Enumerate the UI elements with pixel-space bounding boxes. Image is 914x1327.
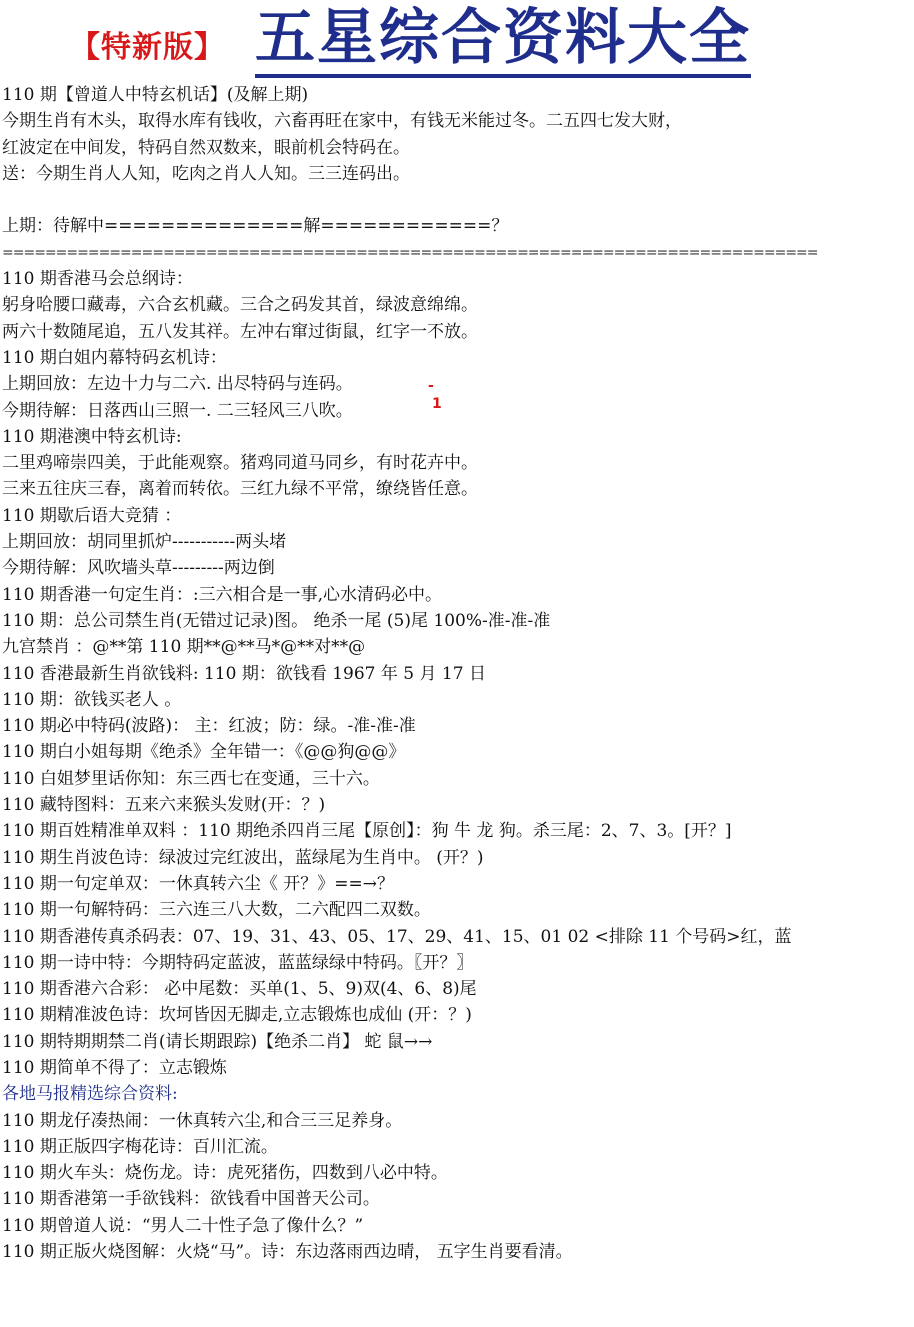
text-line: 上期：待解中==============解============？	[2, 216, 509, 237]
text-line: 今期待解：日落西山三照一. 二三轻风三八吹。	[2, 400, 353, 421]
text-line: 两六十数随尾追，五八发其祥。左冲右窜过街鼠，红字一不放。	[2, 321, 478, 342]
text-line: 110 期一句解特码：三六连三八大数，二六配四二双数。	[2, 900, 431, 921]
text-line: 110 期白姐内幕特码玄机诗：	[2, 347, 227, 368]
text-line: 110 期一诗中特：今期特码定蓝波，蓝蓝绿绿中特码。〖开？〗	[2, 952, 474, 973]
page-header	[0, 0, 914, 86]
text-line: 110 期白小姐每期《绝杀》全年错一：《@@狗@@》	[2, 742, 406, 763]
text-line: 九宫禁肖 ：@**第 110 期**@**马*@**对**@	[2, 637, 366, 658]
text-line: 110 期正版火烧图解：火烧“马”。诗：东边落雨西边晴， 五字生肖要看清。	[2, 1242, 573, 1263]
text-line: 今期待解：风吹墙头草---------两边倒	[2, 558, 275, 579]
text-line: 110 期百姓精准单双料 ：110 期绝杀四肖三尾【原创】：狗 牛 龙 狗。杀三尾：2、7、3。[开？]	[2, 821, 732, 842]
text-line: 110 藏特图料：五来六来猴头发财(开：？)	[2, 795, 326, 816]
text-line: 110 期生肖波色诗：绿波过完红波出，蓝绿尾为生肖中。 (开？)	[2, 847, 484, 868]
text-line: 上期回放：左边十力与二六. 出尽特码与连码。	[2, 374, 353, 395]
text-line: 110 期香港第一手欲钱料：欲钱看中国普天公司。	[2, 1189, 380, 1210]
text-line: 110 期歇后语大竞猜 ：	[2, 505, 182, 526]
text-line: 二里鸡啼崇四美，于此能观察。猪鸡同道马同乡，有时花卉中。	[2, 453, 478, 474]
text-line: 送：今期生肖人人知，吃肉之肖人人知。三三连码出。	[2, 163, 410, 184]
edition-badge: 【特新版】	[70, 30, 225, 65]
text-line: 三来五往庆三春，离着而转依。三红九绿不平常，缭绕皆任意。	[2, 479, 478, 500]
text-line: 110 期港澳中特玄机诗:	[2, 426, 182, 447]
text-line: 110 期香港传真杀码表：07、19、31、43、05、17、29、41、15、01 02 <排除 11 个号码>红，蓝	[2, 926, 792, 947]
text-line: 110 期香港六合彩： 必中尾数：买单(1、5、9)双(4、6、8)尾	[2, 979, 477, 1000]
text-line: 110 期必中特码(波路)： 主：红波；防：绿。-准-准-准	[2, 716, 416, 737]
text-line: 110 期一句定单双：一休真转六尘《 开？》==→？	[2, 873, 394, 894]
text-line: 上期回放：胡同里抓炉-----------两头堵	[2, 532, 287, 553]
text-line: 红波定在中间发，特码自然双数来，眼前机会特码在。	[2, 137, 410, 158]
page-title: 五星综合资料大全	[255, 4, 751, 78]
text-line: 躬身哈腰口藏毒，六合玄机藏。三合之码发其首，绿波意绵绵。	[2, 295, 478, 316]
text-line: 110 期龙仔凑热闹：一休真转六尘,和合三三足养身。	[2, 1110, 403, 1131]
text-line: 110 期正版四字梅花诗：百川汇流。	[2, 1136, 278, 1157]
red-cursor-mark: -	[428, 378, 434, 394]
text-line: 110 期：总公司禁生肖(无错过记录)图。 绝杀一尾 (5)尾 100%-准-准-准	[2, 610, 551, 631]
red-cursor-mark: 1	[432, 396, 442, 412]
divider-rule: ============================================================================	[2, 244, 818, 261]
text-line: 110 香港最新生肖欲钱料: 110 期：欲钱看 1967 年 5 月 17 日	[2, 663, 486, 684]
text-line: 110 期香港一句定生肖：:三六相合是一事,心水清码必中。	[2, 584, 442, 605]
text-line: 110 期曾道人说：“男人二十性子急了像什么？”	[2, 1215, 364, 1236]
text-line: 110 期【曾道人中特玄机话】(及解上期)	[2, 85, 309, 105]
text-line: 110 期香港马会总纲诗：	[2, 269, 193, 290]
text-line: 110 白姐梦里话你知：东三西七在变通，三十六。	[2, 768, 380, 789]
document-body	[2, 82, 912, 1265]
text-line: 110 期精准波色诗：坎坷皆因无脚走,立志锻炼也成仙 (开：？)	[2, 1005, 472, 1026]
text-line: 今期生肖有木头，取得水库有钱收，六畜再旺在家中，有钱无米能过冬。二五四七发大财，	[2, 111, 682, 132]
section-heading: 各地马报精选综合资料:	[2, 1084, 178, 1105]
blank-line	[2, 187, 912, 213]
text-line: 110 期特期期禁二肖(请长期跟踪)【绝杀二肖】 蛇 鼠→→	[2, 1031, 433, 1052]
text-line: 110 期：欲钱买老人 。	[2, 689, 182, 710]
text-line: 110 期火车头：烧伤龙。诗：虎死猪伤，四数到八必中特。	[2, 1163, 448, 1184]
text-line: 110 期简单不得了：立志锻炼	[2, 1057, 227, 1078]
